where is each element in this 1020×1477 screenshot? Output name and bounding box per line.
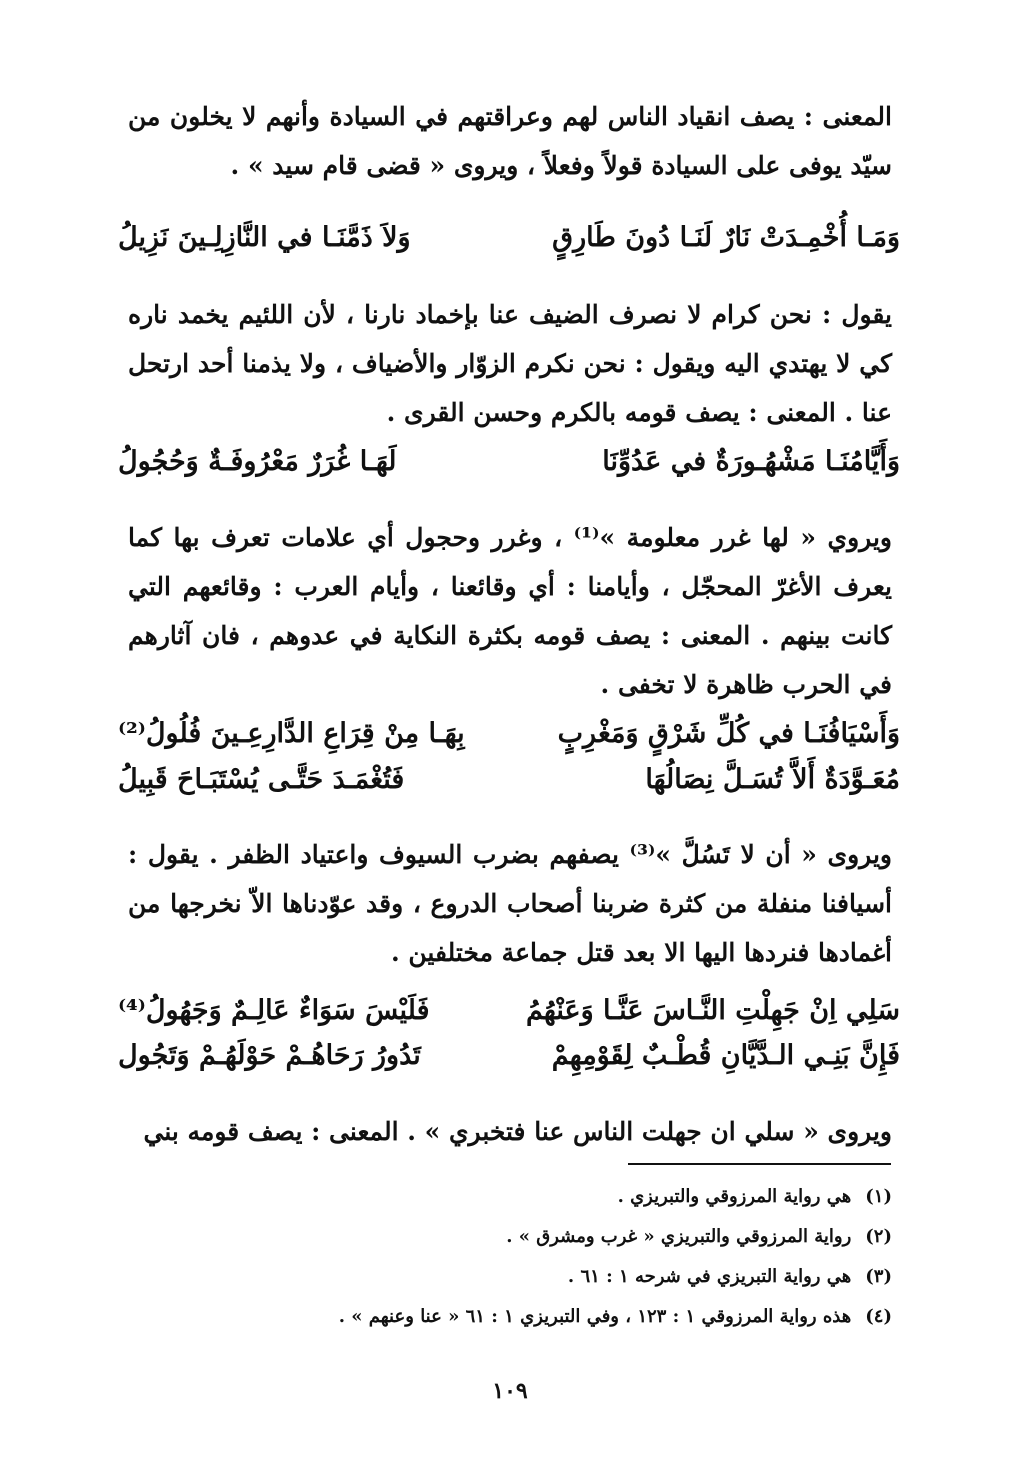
verse-5 xyxy=(118,995,900,1026)
verse-5-second-hemistich: فَلَيْسَ سَوَاءٌ عَالِـمٌ وَجَهُولُ⁽⁴⁾ xyxy=(118,995,430,1026)
verse-4-first-hemistich: مُعَـوَّدَةٌ أَلاَّ تُسَـلَّ نِصَالُهَا xyxy=(645,764,900,795)
footnote-3-number: (٣) xyxy=(865,1266,892,1287)
footnote-2 xyxy=(506,1226,892,1247)
footnote-divider xyxy=(628,1163,891,1165)
footnote-2-text: رواية المرزوقي والتبريزي « غرب ومشرق » . xyxy=(506,1226,852,1247)
verse-4-second-hemistich: فَتُغْمَـدَ حَتَّـى يُسْتَبَـاحَ قَبِيلُ xyxy=(118,764,405,795)
verse-1-first-hemistich: وَمَـا أُخْمِـدَتْ نَارٌ لَنَـا دُونَ طَارِقٍ xyxy=(552,222,900,253)
verse-2-first-hemistich: وَأَيَّامُنَـا مَشْهُـورَةٌ في عَدُوِّنَا xyxy=(602,446,900,477)
verse-2-second-hemistich: لَهَـا غُرَرٌ مَعْرُوفَـةٌ وَحُجُولُ xyxy=(118,446,397,477)
paragraph-2: يقول : نحن كرام لا نصرف الضيف عنا بإخماد نارنا ، لأن اللئيم يخمد ناره كي لا يهتدي اليه ويقول : نحن نكرم الزوّار والأضياف ، ولا يذمنا أحد ارتحل عنا . المعنى : يصف قومه بالكرم وحسن القرى . xyxy=(128,300,892,427)
verse-1 xyxy=(118,222,900,253)
verse-4 xyxy=(118,764,900,795)
paragraph-1: المعنى : يصف انقياد الناس لهم وعراقتهم في السيادة وأنهم لا يخلون من سيّد يوفى على السيادة قولاً وفعلاً ، ويروى « قضى قام سيد » . xyxy=(128,102,892,180)
verse-5-first-hemistich: سَلِي اِنْ جَهِلْتِ النَّـاسَ عَنَّـا وَعَنْهُمُ xyxy=(525,995,900,1026)
footnote-1-number: (١) xyxy=(865,1186,892,1207)
verse-6 xyxy=(118,1040,900,1071)
footnote-1-text: هي رواية المرزوقي والتبريزي . xyxy=(617,1186,852,1207)
paragraph-3: ويروي « لها غرر معلومة »⁽¹⁾ ، وغرر وحجول أي علامات تعرف بها كما يعرف الأغرّ المحجّل ، وأيامنا : أي وقائعنا ، وأيام العرب : وقائعهم التي كانت بينهم . المعنى : يصف قومه بكثرة النكاية في عدوهم ، فان آثارهم في الحرب ظاهرة لا تخفى . xyxy=(128,523,892,699)
verse-1-second-hemistich: وَلاَ ذَمَّنَـا في النَّازِلِـينَ نَزِيلُ xyxy=(118,222,411,253)
footnote-3-text: هي رواية التبريزي في شرحه ١ : ٦١ . xyxy=(567,1266,852,1287)
footnote-4 xyxy=(339,1306,892,1327)
verse-3 xyxy=(118,718,900,749)
footnote-1 xyxy=(618,1186,892,1207)
page-number: ١٠٩ xyxy=(492,1378,528,1404)
paragraph-5: ويروى « سلي ان جهلت الناس عنا فتخبري » . المعنى : يصف قومه بني xyxy=(143,1117,892,1146)
verse-2 xyxy=(118,446,900,477)
footnote-4-number: (٤) xyxy=(865,1306,892,1327)
verse-3-first-hemistich: وَأَسْيَافُنَـا في كُلِّ شَرْقٍ وَمَغْرِبٍ xyxy=(557,718,900,749)
paragraph-4: ويروى « أن لا تَسُلَّ »⁽³⁾ يصفهم بضرب السيوف واعتياد الظفر . يقول : أسيافنا منفلة من كثرة ضربنا أصحاب الدروع ، وقد عوّدناها الاّ نخرجها من أغمادها فنردها اليها الا بعد قتل جماعة مختلفين . xyxy=(128,840,892,967)
footnote-2-number: (٢) xyxy=(865,1226,892,1247)
verse-3-second-hemistich: بِهَـا مِنْ قِرَاعِ الدَّارِعِـينَ فُلُولُ⁽²⁾ xyxy=(118,718,465,749)
verse-6-second-hemistich: تَدُورُ رَحَاهُـمْ حَوْلَهُـمْ وَتَجُول xyxy=(118,1040,421,1071)
footnote-4-text: هذه رواية المرزوقي ١ : ١٢٣ ، وفي التبريزي ١ : ٦١ « عنا وعنهم » . xyxy=(338,1306,852,1327)
verse-6-first-hemistich: فَإِنَّ بَنِـي الـدَّيَّانِ قُطْـبٌ لِقَوْمِهِمْ xyxy=(551,1040,900,1071)
footnote-3 xyxy=(568,1266,892,1287)
